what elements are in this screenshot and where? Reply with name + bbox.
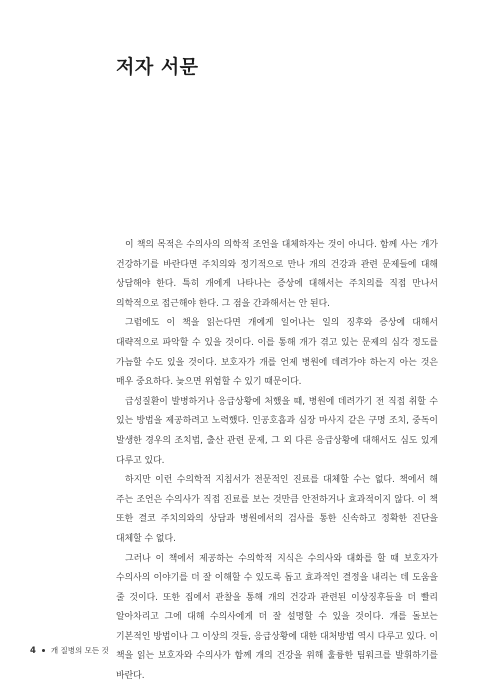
book-title: 개 질병의 모든 것	[50, 646, 109, 655]
paragraph-4: 하지만 이런 수의학적 지침서가 전문적인 진료를 대체할 수는 없다. 책에서 해 주는 조언은 수의사가 직접 진료를 보는 것만큼 안전하거나 효과적이지 않다. 이 책 또한 결코 주치의와의 상담과 병원에서의 검사를 통한 신속하고 정확한 진단을 대체할 수 없다.	[116, 475, 438, 544]
page-title: 저자 서문	[116, 56, 199, 78]
page-footer	[30, 645, 109, 656]
paragraph-5: 그러나 이 책에서 제공하는 수의학적 지식은 수의사와 대화를 할 때 보호자가 수의사의 이야기를 더 잘 이해할 수 있도록 돕고 효과적인 결정을 내리는 데 도움을 줄 것이다. 또한 집에서 관찰을 통해 개의 건강과 관련된 이상징후들을 더 빨리 알아차리고 그에 대해 수의사에게 더 잘 설명할 수 있을 것이다. 개를 돌보는 기본적인 방법이나 그 이상의 것들, 응급상황에 대한 대처방법 역시 다루고 있다. 이 책을 읽는 보호자와 수의사가 함께 개의 건강을 위해 훌륭한 팀워크를 발휘하기를 바란다.	[116, 553, 438, 682]
preface-body	[116, 236, 438, 687]
paragraph-1: 이 책의 목적은 수의사의 의학적 조언을 대체하자는 것이 아니다. 함께 사는 개가 건강하기를 바란다면 주치의와 정기적으로 만나 개의 건강과 관련 문제들에 대해 상담해야 한다. 특히 개에게 나타나는 증상에 대해서는 주치의를 직접 만나서 의학적으로 접근해야 한다. 그 점을 간과해서는 안 된다.	[116, 240, 438, 309]
paragraph-3: 급성질환이 발병하거나 응급상황에 처했을 때, 병원에 데려가기 전 직접 취할 수 있는 방법을 제공하려고 노력했다. 인공호흡과 심장 마사지 같은 구명 조치, 중독이 발생한 경우의 조치법, 출산 관련 문제, 그 외 다른 응급상황에 대해서도 심도 있게 다루고 있다.	[116, 396, 438, 466]
page-number: 4	[30, 645, 36, 656]
bullet-dot-icon	[42, 649, 45, 652]
paragraph-2: 그럼에도 이 책을 읽는다면 개에게 일어나는 일의 징후와 증상에 대해서 대략적으로 파악할 수 있을 것이다. 이를 통해 개가 겪고 있는 문제의 심각 정도를 가늠할 수도 있을 것이다. 보호자가 개를 언제 병원에 데려가야 하는지 아는 것은 매우 중요하다. 늦으면 위험할 수 있기 때문이다.	[116, 318, 438, 388]
